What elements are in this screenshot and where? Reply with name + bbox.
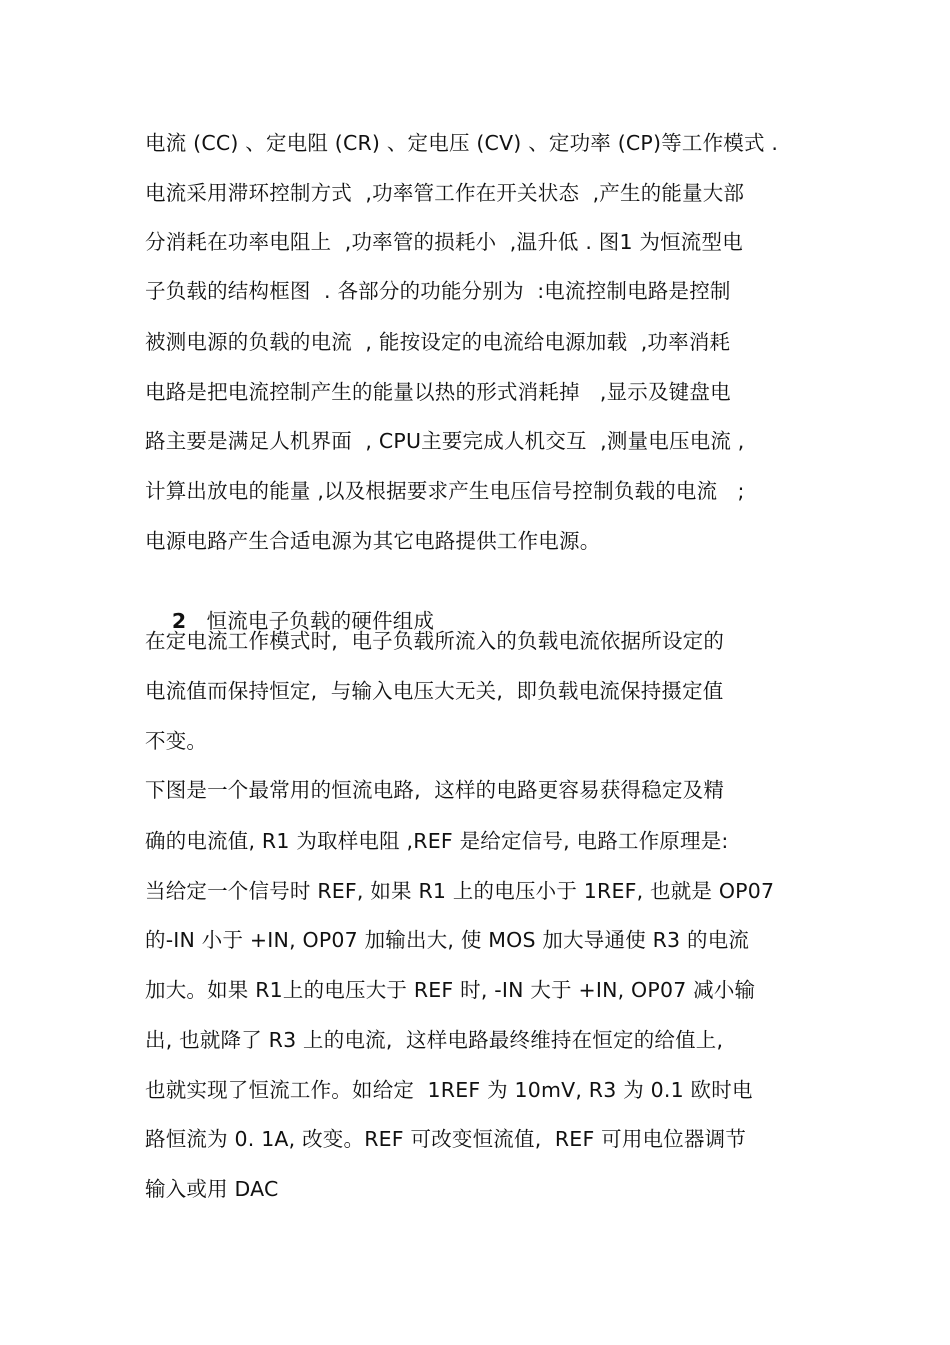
paragraph-line: 电流值而保持恒定, 与输入电压大无关, 即负载电流保持摄定值	[145, 679, 724, 703]
paragraph-line: 在定电流工作模式时, 电子负载所流入的负载电流依据所设定的	[145, 629, 725, 653]
paragraph-line: 确的电流值, R1 为取样电阻 ,REF 是给定信号, 电路工作原理是:	[145, 829, 729, 853]
paragraph-line: 下图是一个最常用的恒流电路, 这样的电路更容易获得稳定及精	[145, 778, 725, 802]
paragraph-line: 子负载的结构框图 . 各部分的功能分别为 :电流控制电路是控制	[145, 279, 731, 303]
paragraph-line: 电流 (CC) 、定电阻 (CR) 、定电压 (CV) 、定功率 (CP)等工作模式 .	[145, 131, 779, 155]
paragraph-line: 分消耗在功率电阻上 ,功率管的损耗小 ,温升低 . 图1 为恒流型电	[145, 230, 743, 254]
paragraph-line: 输入或用 DAC	[145, 1177, 279, 1201]
paragraph-line: 路主要是满足人机界面 , CPU主要完成人机交互 ,测量电压电流 ,	[145, 429, 745, 453]
paragraph-line: 不变。	[145, 729, 208, 753]
section-title: 恒流电子负载的硬件组成	[206, 609, 435, 633]
paragraph-line: 电流采用滞环控制方式 ,功率管工作在开关状态 ,产生的能量大部	[145, 181, 745, 205]
paragraph-line: 的-IN 小于 +IN, OP07 加输出大, 使 MOS 加大导通使 R3 的电流	[145, 928, 750, 952]
section-number: 2	[171, 609, 187, 633]
paragraph-line: 出, 也就降了 R3 上的电流, 这样电路最终维持在恒定的给值上,	[145, 1028, 724, 1052]
paragraph-line: 也就实现了恒流工作。如给定 1REF 为 10mV, R3 为 0.1 欧时电	[145, 1078, 753, 1102]
paragraph-line: 加大。如果 R1上的电压大于 REF 时, -IN 大于 +IN, OP07 减小输	[145, 978, 756, 1002]
paragraph-line: 计算出放电的能量 ,以及根据要求产生电压信号控制负载的电流 ;	[145, 479, 745, 503]
paragraph-line: 电源电路产生合适电源为其它电路提供工作电源。	[145, 529, 601, 553]
paragraph-line: 当给定一个信号时 REF, 如果 R1 上的电压小于 1REF, 也就是 OP07	[145, 879, 775, 903]
paragraph-line: 电路是把电流控制产生的能量以热的形式消耗掉 ,显示及键盘电	[145, 380, 731, 404]
paragraph-line: 被测电源的负载的电流 , 能按设定的电流给电源加载 ,功率消耗	[145, 330, 731, 354]
paragraph-line: 路恒流为 0. 1A, 改变。REF 可改变恒流值, REF 可用电位器调节	[145, 1127, 747, 1151]
